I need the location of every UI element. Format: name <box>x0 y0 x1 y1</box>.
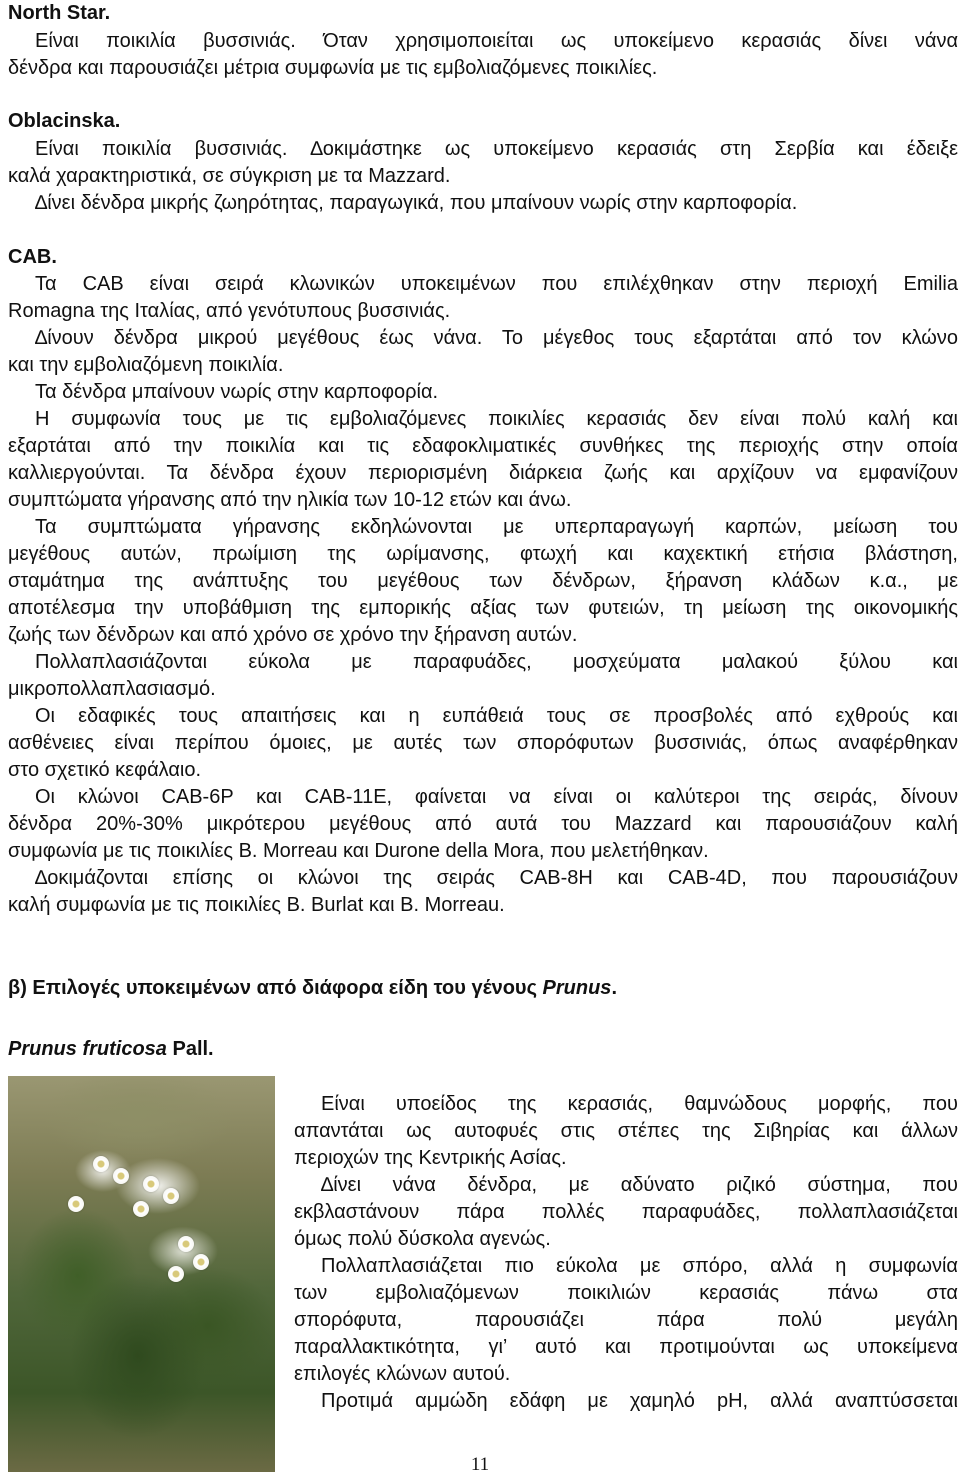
paragraph-line: επιλογές κλώνων αυτού. <box>294 1363 511 1385</box>
paragraph-line: και την εμβολιαζόμενη ποικιλία. <box>8 354 284 376</box>
paragraph-line: Οι εδαφικές τους απαιτήσεις και η ευπάθειά τους σε προσβολές από εχθρούς και <box>35 705 958 727</box>
flower-mark <box>68 1196 84 1212</box>
paragraph-line: των εμβολιαζόμενων ποικιλιών κερασιάς πάνω στα <box>294 1282 958 1304</box>
paragraph-line: ∆ίνει νάνα δένδρα, με αδύνατο ριζικό σύστημα, που <box>321 1174 958 1196</box>
paragraph-line: σπορόφυτα, παρουσιάζει πάρα πολύ μεγάλη <box>294 1309 958 1331</box>
paragraph-line: περιοχών της Κεντρικής Ασίας. <box>294 1147 567 1169</box>
paragraph-line: Πολλαπλασιάζονται εύκολα με παραφυάδες, μοσχεύματα μαλακού ξύλου και <box>35 651 958 673</box>
paragraph-line: Τα συμπτώματα γήρανσης εκδηλώνονται με υπερπαραγωγή καρπών, μείωση του <box>35 516 958 538</box>
paragraph-line: αποτέλεσμα την υποβάθμιση της εμπορικής αξίας των φυτειών, τη μείωση της οικονομικής <box>8 597 958 619</box>
paragraph-line: ∆ίνουν δένδρα μικρού μεγέθους έως νάνα. Το μέγεθος τους εξαρτάται από τον κλώνο <box>35 327 958 349</box>
paragraph-line: Οι κλώνοι CAB-6P και CAB-11E, φαίνεται να είναι οι καλύτεροι της σειράς, δίνουν <box>35 786 958 808</box>
section-heading-suffix: . <box>611 977 617 999</box>
flower-mark <box>113 1168 129 1184</box>
flower-mark <box>163 1188 179 1204</box>
species-heading <box>8 1036 214 1062</box>
section-heading-b <box>8 975 617 1001</box>
paragraph-line: ασθένειες είναι περίπου όμοιες, με αυτές των σπορόφυτων βυσσινιάς, όπως αναφέρθηκαν <box>8 732 958 754</box>
paragraph-line: παραλλακτικότητα, γι’ αυτό και προτιμούνται ως υποκείμενα <box>294 1336 958 1358</box>
flower-mark <box>178 1236 194 1252</box>
paragraph-line: Romagna της Ιταλίας, από γενότυπους βυσσινιάς. <box>8 300 451 322</box>
species-author: Pall. <box>166 1038 214 1060</box>
prunus-fruticosa-photo <box>8 1076 275 1472</box>
flower-mark <box>133 1201 149 1217</box>
species-name: Prunus fruticosa <box>8 1038 167 1060</box>
flower-mark <box>168 1266 184 1282</box>
flower-mark <box>193 1254 209 1270</box>
section-heading-genus: Prunus <box>542 977 612 999</box>
paragraph-line: δένδρα και παρουσιάζει μέτρια συμφωνία με τις εμβολιαζόμενες ποικιλίες. <box>8 57 658 79</box>
paragraph-line: Είναι υποείδος της κερασιάς, θαμνώδους μορφής, που <box>321 1093 958 1115</box>
paragraph-line: στο σχετικό κεφάλαιο. <box>8 759 202 781</box>
paragraph-line: συμφωνία με τις ποικιλίες B. Morreau και Durone della Mora, που μελετήθηκαν. <box>8 840 709 862</box>
paragraph-line: Προτιμά αμμώδη εδάφη με χαμηλό pH, αλλά αναπτύσσεται <box>321 1390 958 1412</box>
paragraph-line: καλλιεργούνται. Τα δένδρα έχουν περιορισμένη διάρκεια ζωής και αρχίζουν να εμφανίζουν <box>8 462 958 484</box>
paragraph-line: καλά χαρακτηριστικά, σε σύγκριση με τα Mazzard. <box>8 165 451 187</box>
paragraph-line: συμπτώματα γήρανσης από την ηλικία των 10-12 ετών και άνω. <box>8 489 572 511</box>
page-number: 11 <box>470 1454 490 1475</box>
paragraph-line: σταμάτημα της ανάπτυξης του μεγέθους των δένδρων, ξήρανση κλάδων κ.α., με <box>8 570 958 592</box>
flower-mark <box>93 1156 109 1172</box>
paragraph-line: Τα δένδρα μπαίνουν νωρίς στην καρποφορία. <box>35 381 439 403</box>
heading-cab: CAB. <box>8 246 57 268</box>
heading-north-star: North Star. <box>8 2 111 24</box>
flower-mark <box>143 1176 159 1192</box>
paragraph-line: μεγέθους αυτών, πρωίμιση της ωρίμανσης, φτωχή και καχεκτική ετήσια βλάστηση, <box>8 543 958 565</box>
paragraph-line: Η συμφωνία τους με τις εμβολιαζόμενες ποικιλίες κερασιάς δεν είναι πολύ καλή και <box>35 408 958 430</box>
paragraph-line: Είναι ποικιλία βυσσινιάς. ∆οκιμάστηκε ως υποκείμενο κερασιάς στη Σερβία και έδειξε <box>35 138 958 160</box>
paragraph-line: Τα CAB είναι σειρά κλωνικών υποκειμένων που επιλέχθηκαν στην περιοχή Emilia <box>35 273 958 295</box>
paragraph-line: εκβλαστάνουν πάρα πολλές παραφυάδες, πολλαπλασιάζεται <box>294 1201 958 1223</box>
paragraph-line: Είναι ποικιλία βυσσινιάς. Όταν χρησιμοποιείται ως υποκείμενο κερασιάς δίνει νάνα <box>35 30 958 52</box>
paragraph-line: καλή συμφωνία με τις ποικιλίες B. Burlat και B. Morreau. <box>8 894 505 916</box>
section-heading-text: β) Επιλογές υποκειμένων από διάφορα είδη του γένους <box>8 977 543 999</box>
heading-oblacinska: Oblacinska. <box>8 110 121 132</box>
paragraph-line: μικροπολλαπλασιασμό. <box>8 678 216 700</box>
paragraph-line: απαντάται ως αυτοφυές στις στέπες της Σιβηρίας και άλλων <box>294 1120 958 1142</box>
paragraph-line: ∆οκιμάζονται επίσης οι κλώνοι της σειράς CAB-8H και CAB-4D, που παρουσιάζουν <box>35 867 958 889</box>
paragraph-line: ζωής των δένδρων και από χρόνο σε χρόνο την ξήρανση αυτών. <box>8 624 578 646</box>
paragraph-line: ∆ίνει δένδρα μικρής ζωηρότητας, παραγωγικά, που μπαίνουν νωρίς στην καρποφορία. <box>35 192 798 214</box>
paragraph-line: όμως πολύ δύσκολα αγενώς. <box>294 1228 551 1250</box>
paragraph-line: εξαρτάται από την ποικιλία και τις εδαφοκλιματικές συνθήκες της περιοχής στην οποία <box>8 435 958 457</box>
paragraph-line: Πολλαπλασιάζεται πιο εύκολα με σπόρο, αλλά η συμφωνία <box>321 1255 958 1277</box>
paragraph-line: δένδρα 20%-30% μικρότερου μεγέθους από αυτά του Mazzard και παρουσιάζουν καλή <box>8 813 958 835</box>
